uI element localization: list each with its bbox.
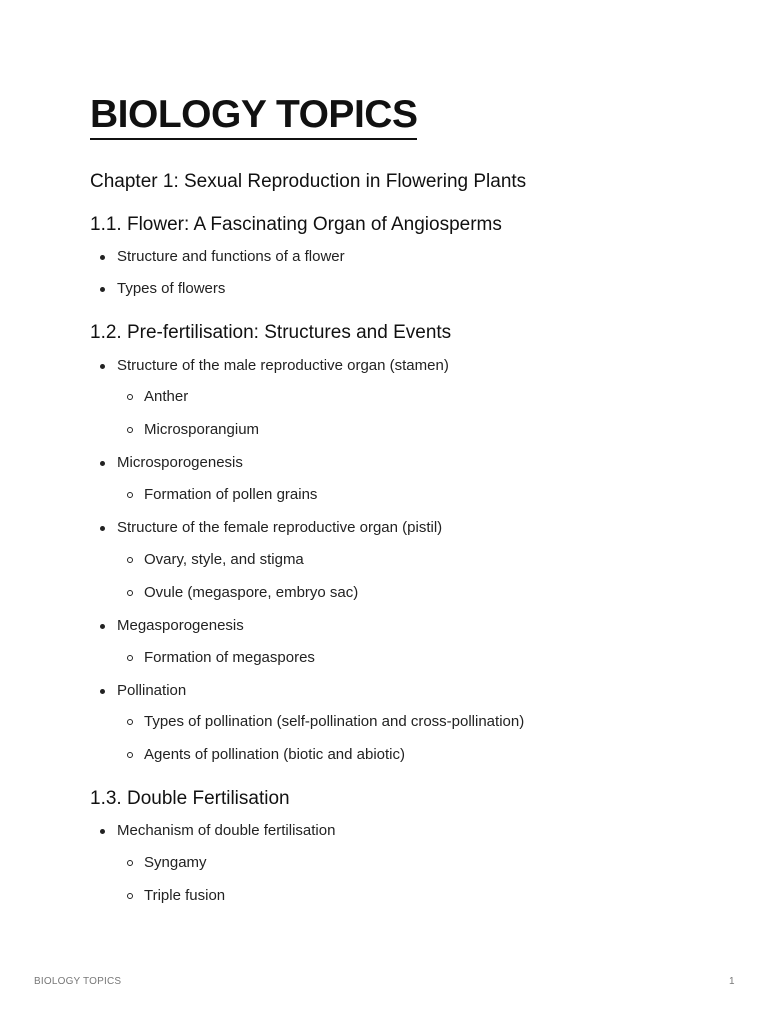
sub-list-item: Agents of pollination (biotic and abiotic) — [144, 745, 405, 765]
list-item: Structure and functions of a flower — [117, 247, 345, 267]
sub-list-item: Formation of pollen grains — [144, 485, 317, 505]
section-heading-1-3: 1.3. Double Fertilisation — [90, 788, 290, 809]
page-number: 1 — [729, 976, 735, 987]
circle-bullet-icon — [127, 590, 133, 596]
section-heading-1-1: 1.1. Flower: A Fascinating Organ of Angiosperms — [90, 214, 502, 235]
bullet-icon — [100, 829, 105, 834]
circle-bullet-icon — [127, 557, 133, 563]
sub-list-item: Anther — [144, 387, 188, 407]
circle-bullet-icon — [127, 394, 133, 400]
document-title: BIOLOGY TOPICS — [90, 92, 417, 140]
sub-list-item: Syngamy — [144, 853, 207, 873]
circle-bullet-icon — [127, 860, 133, 866]
circle-bullet-icon — [127, 752, 133, 758]
circle-bullet-icon — [127, 719, 133, 725]
list-item: Microsporogenesis — [117, 453, 243, 473]
list-item: Mechanism of double fertilisation — [117, 821, 335, 841]
section-heading-1-2: 1.2. Pre-fertilisation: Structures and Events — [90, 322, 452, 343]
list-item: Structure of the female reproductive organ (pistil) — [117, 518, 442, 538]
sub-list-item: Triple fusion — [144, 886, 225, 906]
bullet-icon — [100, 689, 105, 694]
bullet-icon — [100, 624, 105, 629]
circle-bullet-icon — [127, 893, 133, 899]
sub-list-item: Microsporangium — [144, 420, 259, 440]
list-item: Megasporogenesis — [117, 616, 244, 636]
chapter-heading: Chapter 1: Sexual Reproduction in Flowering Plants — [90, 171, 527, 192]
bullet-icon — [100, 526, 105, 531]
circle-bullet-icon — [127, 492, 133, 498]
list-item: Pollination — [117, 681, 186, 701]
bullet-icon — [100, 461, 105, 466]
list-item: Types of flowers — [117, 279, 225, 299]
bullet-icon — [100, 287, 105, 292]
bullet-icon — [100, 255, 105, 260]
sub-list-item: Ovule (megaspore, embryo sac) — [144, 583, 358, 603]
list-item: Structure of the male reproductive organ (stamen) — [117, 356, 449, 376]
sub-list-item: Ovary, style, and stigma — [144, 550, 304, 570]
sub-list-item: Formation of megaspores — [144, 648, 315, 668]
bullet-icon — [100, 364, 105, 369]
circle-bullet-icon — [127, 427, 133, 433]
sub-list-item: Types of pollination (self-pollination and cross-pollination) — [144, 712, 524, 732]
footer-label: BIOLOGY TOPICS — [34, 976, 122, 987]
circle-bullet-icon — [127, 655, 133, 661]
